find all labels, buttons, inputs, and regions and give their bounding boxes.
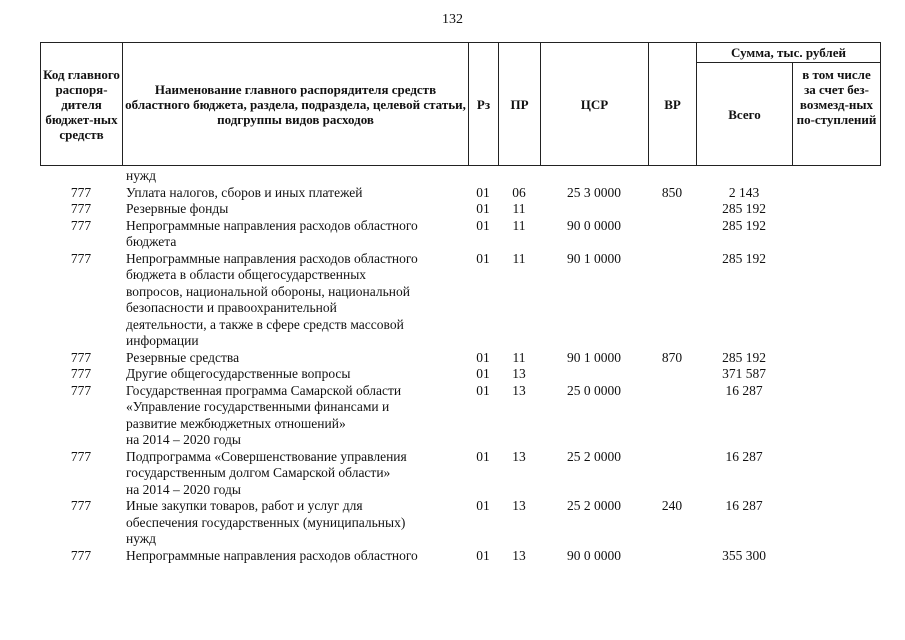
row-total: 16 287 — [725, 448, 763, 464]
table-header — [40, 42, 880, 166]
row-total: 2 143 — [728, 184, 760, 200]
row-rz: 01 — [476, 448, 490, 464]
row-csr: 90 1 0000 — [567, 250, 621, 266]
row-csr: 90 0 0000 — [567, 547, 621, 563]
row-name — [126, 218, 466, 251]
row-name-line: Непрограммные направления расходов областного — [126, 217, 418, 233]
header-name: Наименование главного распорядителя средств областного бюджета, раздела, подраздела, целевой статьи, подгруппы видов расходов — [123, 43, 469, 166]
row-name-line: Уплата налогов, сборов и иных платежей — [126, 184, 363, 200]
row-name — [126, 251, 466, 350]
row-rz: 01 — [476, 498, 490, 513]
row-name-line: «Управление государственными финансами и — [126, 399, 390, 414]
row-kod: 777 — [70, 366, 92, 381]
page-number: 132 — [442, 12, 463, 27]
row-kod: 777 — [70, 498, 92, 513]
row-pr: 13 — [512, 366, 526, 381]
row-name — [126, 185, 466, 202]
row-name-line: Иные закупки товаров, работ и услуг для — [126, 498, 363, 513]
row-pr: 11 — [512, 250, 526, 266]
row-rz: 01 — [476, 382, 490, 398]
row-pr: 13 — [512, 547, 526, 563]
row-kod: 777 — [70, 250, 92, 266]
row-csr: 25 2 0000 — [567, 498, 621, 513]
row-name-line: Непрограммные направления расходов областного — [126, 250, 418, 266]
row-name-line: Государственная программа Самарской области — [126, 382, 402, 398]
row-csr: 25 0 0000 — [567, 382, 621, 398]
row-total: 285 192 — [722, 217, 766, 233]
row-name-line: Подпрограмма «Совершенствование управления — [126, 448, 407, 464]
row-kod: 777 — [70, 184, 92, 200]
row-csr: 25 2 0000 — [567, 448, 621, 464]
row-name — [126, 548, 466, 565]
row-rz: 01 — [476, 349, 490, 365]
row-rz: 01 — [476, 250, 490, 266]
header-kod: Код главного распоря-дителя бюджет-ных средств — [41, 43, 123, 166]
row-name — [126, 366, 466, 383]
row-name — [126, 383, 466, 449]
row-csr: 25 3 0000 — [567, 184, 621, 200]
row-name-line: нужд — [126, 531, 156, 546]
row-name-line: информации — [126, 333, 199, 348]
row-name-line: бюджета в области общегосударственных — [126, 267, 367, 282]
header-csr: ЦСР — [541, 43, 649, 166]
row-name — [126, 350, 466, 367]
row-rz: 01 — [476, 547, 490, 563]
row-pr: 11 — [512, 217, 526, 233]
row-pr: 11 — [512, 349, 526, 365]
row-pr: 13 — [512, 448, 526, 464]
row-name-line: безопасности и правоохранительной — [126, 300, 337, 315]
row-name-line: на 2014 – 2020 годы — [126, 481, 241, 497]
row-total: 355 300 — [722, 547, 766, 563]
row-name — [126, 498, 466, 548]
row-rz: 01 — [476, 217, 490, 233]
row-pr: 13 — [512, 382, 526, 398]
row-name — [126, 449, 466, 499]
row-total: 285 192 — [722, 349, 766, 365]
row-kod: 777 — [70, 349, 92, 365]
row-name-line: Непрограммные направления расходов областного — [126, 547, 418, 563]
row-name — [126, 201, 466, 218]
row-kod: 777 — [70, 547, 92, 563]
row-kod: 777 — [70, 201, 92, 216]
row-name-line: государственным долгом Самарской области» — [126, 465, 391, 480]
row-rz: 01 — [476, 201, 490, 216]
row-pr: 13 — [512, 498, 526, 513]
row-name-line: на 2014 – 2020 годы — [126, 432, 241, 447]
row-total: 371 587 — [722, 366, 766, 381]
row-kod: 777 — [70, 382, 92, 398]
row-name-line: вопросов, национальной обороны, национальной — [126, 283, 410, 299]
row-vr: 850 — [661, 184, 683, 200]
row-name-line: бюджета — [126, 234, 177, 249]
continuation-text: нужд — [126, 168, 156, 183]
row-vr: 240 — [661, 498, 683, 513]
row-kod: 777 — [70, 217, 92, 233]
header-rz: Рз — [469, 43, 499, 166]
header-sum: Сумма, тыс. рублей — [697, 43, 881, 63]
header-vr: ВР — [649, 43, 697, 166]
row-csr: 90 0 0000 — [567, 217, 621, 233]
row-rz: 01 — [476, 184, 490, 200]
row-csr: 90 1 0000 — [567, 349, 621, 365]
header-pr: ПР — [499, 43, 541, 166]
row-pr: 11 — [512, 201, 526, 216]
row-total: 285 192 — [722, 250, 766, 266]
row-total: 285 192 — [722, 201, 766, 216]
row-vr: 870 — [661, 349, 683, 365]
row-name-line: Резервные средства — [126, 349, 240, 365]
row-pr: 06 — [512, 184, 526, 200]
row-total: 16 287 — [725, 498, 763, 513]
header-bezvozmezd: в том числе за счет без-возмезд-ных по-ступлений — [793, 63, 881, 166]
row-rz: 01 — [476, 366, 490, 381]
row-name-line: Резервные фонды — [126, 201, 229, 216]
row-name-line: обеспечения государственных (муниципальных) — [126, 514, 406, 530]
row-name-line: Другие общегосударственные вопросы — [126, 366, 351, 381]
row-total: 16 287 — [725, 382, 763, 398]
row-name-line: развитие межбюджетных отношений» — [126, 415, 346, 431]
row-kod: 777 — [70, 448, 92, 464]
row-name-line: деятельности, а также в сфере средств массовой — [126, 316, 404, 332]
header-total: Всего — [697, 63, 793, 166]
